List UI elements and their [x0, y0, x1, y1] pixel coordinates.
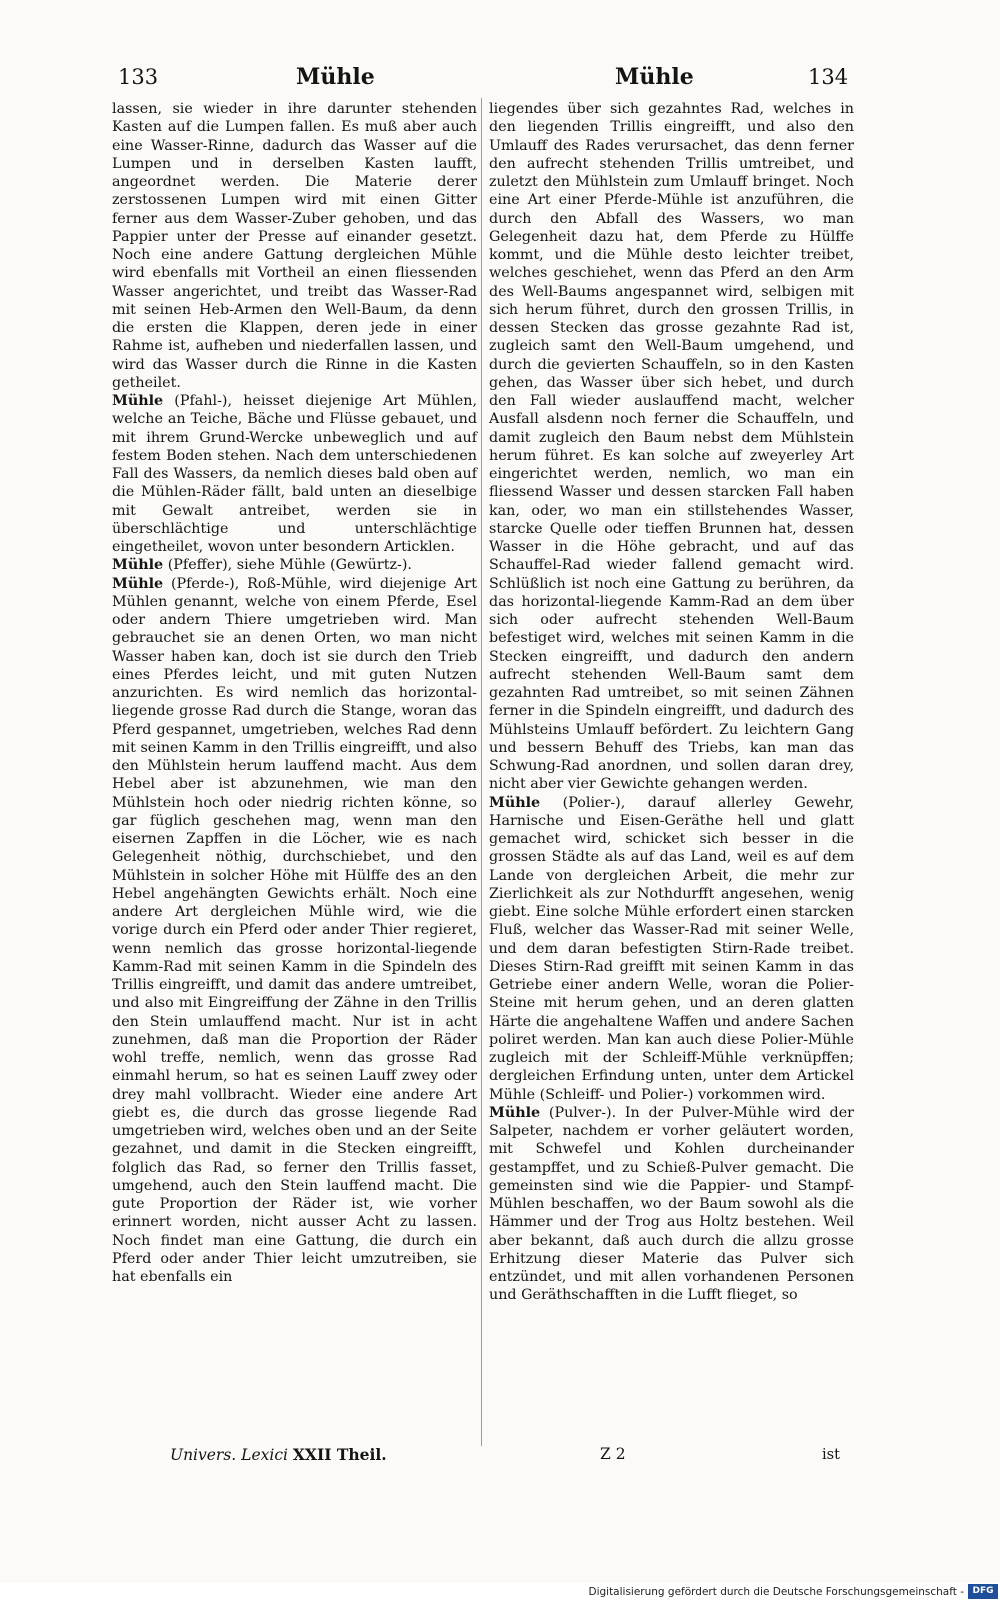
catchword: ist	[822, 1447, 840, 1463]
column-divider	[481, 98, 482, 1446]
right-column	[489, 100, 854, 1305]
entry-keyword: Mühle	[112, 393, 164, 409]
paragraph	[112, 100, 477, 392]
page-number-left: 133	[118, 65, 159, 89]
lexicon-entry	[112, 556, 477, 574]
lexicon-entry	[489, 1104, 854, 1305]
running-title-right: Mühle	[615, 64, 694, 90]
entry-keyword: Mühle	[112, 557, 164, 574]
page-footer	[0, 1445, 1000, 1475]
running-title-left: Mühle	[296, 64, 375, 90]
entry-text: (Pfeffer), siehe Mühle (Gewürtz-).	[163, 557, 412, 574]
paragraph-text: liegendes über sich gezahntes Rad, welches in den liegenden Trillis eingreifft, und also den Umlauff des Rades verursachet, das denn ferner den aufrecht stehenden Trillis umtreibet, und zuletzt den Mühlstein zum Umlauff bringet. Noch eine Art einer Pferde-Mühle ist anzuführen, die durch den Abfall des Wassers, wo man Gelegenheit dazu hat, dem Pferde zu Hülffe kommt, und die Mühle desto leichter treibet, welches geschiehet, wenn das Pferd an den Arm des Well-Baums angespannet wird, selbigen mit sich herum führet, durch den grossen Trillis, in dessen Stecken das grosse gezahnte Rad ist, zugleich samt den Well-Baum umgehend, und durch die gevierten Schauffeln, so in den Kasten gehen, das Wasser über sich hebet, und durch den Fall wieder auslauffend macht, welcher Ausfall alsdenn noch ferner die Schauffeln, und damit zugleich den Baum nebst dem Mühlstein herum führet. Es kan solche auf zweyerley Art eingerichtet werden, nemlich, wo man ein fliessend Wasser und dessen starcken Fall haben kan, oder, wo man ein stillstehendes Wasser, starcke Quelle oder tieffen Brunnen hat, dessen Wasser in die Höhe gebracht, und auf das Schauffel-Rad wieder fallend gemacht wird. Schlüßlich ist noch eine Gattung zu berühren, da das horizontal-liegende Kamm-Rad an dem über sich oder aufrecht stehenden Well-Baum befestiget wird, welches mit seinen Kamm in die Stecken eingreifft, und dadurch den andern aufrecht stehenden Well-Baum samt dem gezahnten Rad umtreibet, so mit seinen Zähnen ferner in die Spindeln eingreifft, und dadurch des Mühlsteins Umlauff befördert. Zu leichtern Gang und bessern Behuff des Triebs, kan man das Schwung-Rad anordnen, und sollen daran drey, nicht aber vier Gewichte gehangen werden.	[489, 101, 854, 793]
signature-volume: XXII Theil.	[292, 1445, 387, 1464]
entry-text: (Pulver-). In der Pulver-Mühle wird der Salpeter, nachdem er vorher geläutert worden, mit Schwefel und Kohlen durcheinander gestampffet, und zu Schieß-Pulver gemacht. Die gemeinsten sind wie die Pappier- und Stampf-Mühlen beschaffen, wo der Baum sowohl als die Hämmer und der Trog aus Holtz bestehen. Weil aber bekannt, daß auch durch die allzu grosse Erhitzung dieser Materie das Pulver sich entzündet, und mit allen vorhandenen Personen und Geräthschafften in die Lufft flieget, so	[489, 1104, 854, 1304]
lexicon-entry	[112, 392, 477, 556]
entry-keyword: Mühle	[489, 1104, 541, 1121]
credit-text: Digitalisierung gefördert durch die Deutsche Forschungsgemeinschaft -	[588, 1586, 964, 1598]
signature-title: Univers. Lexici	[170, 1446, 288, 1464]
running-header	[0, 62, 1000, 98]
entry-keyword: Mühle	[112, 575, 164, 592]
left-column	[112, 100, 477, 1286]
entry-keyword: Mühle	[489, 794, 541, 811]
page-number-right: 134	[808, 65, 849, 89]
sheet-mark: Z 2	[600, 1445, 626, 1463]
paragraph	[489, 100, 854, 794]
credit-bar	[0, 1583, 1000, 1601]
paragraph-text: lassen, sie wieder in ihre darunter stehenden Kasten auf die Lumpen fallen. Es muß aber auch eine Wasser-Rinne, dadurch das Wasser auf die Lumpen und in derselben Kasten laufft, angeordnet werden. Die Materie derer zerstossenen Lumpen wird mit einen Gitter ferner aus dem Wasser-Zuber gehoben, und das Pappier unter der Presse auf einander gesetzt. Noch eine andere Gattung dergleichen Mühle wird ebenfalls mit Vortheil an einen fliessenden Wasser angerichtet, und treibt das Wasser-Rad mit seinen Heb-Armen den Well-Baum, da denn die ersten die Klappen, deren jede in einer Rahme ist, aufheben und niederfallen lassen, und wird das Wasser durch die Rinne in die Kasten getheilet.	[112, 101, 477, 391]
entry-text: (Polier-), darauf allerley Gewehr, Harnische und Eisen-Geräthe hell und glatt gemachet wird, schicket sich besser in die grossen Städte als auf das Land, weil es auf dem Lande von dergleichen Arbeit, die mehr zur Zierlichkeit als zur Nothdurfft angesehen, wenig giebt. Eine solche Mühle erfordert einen starcken Fluß, welcher das Wasser-Rad mit seiner Welle, und dem daran befestigten Stirn-Rade treibet. Dieses Stirn-Rad greifft mit seinen Kamm in das Getriebe einer andern Welle, woran die Polier-Steine mit herum gehen, und an deren glatten Härte die angehaltene Waffen und andere Sachen poliret werden. Man kan auch diese Polier-Mühle zugleich mit der Schleiff-Mühle verknüpffen; dergleichen Erfindung unten, unter dem Artickel Mühle (Schleiff- und Polier-) vorkommen wird.	[489, 794, 854, 1103]
entry-text: (Pferde-), Roß-Mühle, wird diejenige Art Mühlen genannt, welche von einem Pferde, Esel oder andern Thiere umgetrieben wird. Man gebrauchet sie an denen Orten, wo man nicht Wasser haben kan, doch ist sie durch den Trieb eines Pferdes leicht, und mit guten Nutzen anzurichten. Es wird nemlich das horizontal-liegende grosse Rad durch die Stange, woran das Pferd gespannet, umgetrieben, welches Rad denn mit seinen Kamm in den Trillis eingreifft, und also den Mühlstein herum lauffend macht. Aus dem Hebel aber ist abzunehmen, wie man den Mühlstein hoch oder niedrig richten könne, so gar füglich geschehen mag, wenn man den eisernen Zapffen in die Löcher, wie es nach Gelegenheit nöthig, durchschiebet, und den Mühlstein in solcher Höhe mit Hülffe des an den Hebel angehängten Gewichts erhält. Noch eine andere Art dergleichen Mühle wird, wie die vorige durch ein Pferd oder ander Thier regieret, wenn nemlich das grosse horizontal-liegende Kamm-Rad mit seinen Kamm in die Spindeln des Trillis eingreifft, und damit das andere umtreibet, und also mit Eingreiffung der Zähne in den Trillis den Stein umlauffend macht. Nur ist in acht zunehmen, daß man die Proportion der Räder wohl treffe, nemlich, wenn das grosse Rad einmahl herum, so hat es seinen Lauff zwey oder drey mahl vollbracht. Wieder eine andere Art giebt es, die durch das grosse liegende Rad umgetrieben wird, welches oben und an der Seite gezahnet, und damit in die Stecken eingreifft, folglich das Rad, so ferner den Trillis fasset, umgehend, auch den Stein lauffend macht. Die gute Proportion der Räder ist, wie vorher erinnert worden, nicht ausser Acht zu lassen. Noch findet man eine Gattung, die durch ein Pferd oder ander Thier leicht umzutreiben, sie hat ebenfalls ein	[112, 575, 477, 1285]
lexicon-entry	[112, 575, 477, 1287]
volume-signature	[170, 1445, 387, 1464]
entry-text: (Pfahl-), heisset diejenige Art Mühlen, welche an Teiche, Bäche und Flüsse gebauet, und mit ihrem Grund-Wercke unbeweglich und auf festem Boden stehen. Nach dem unterschiedenen Fall des Wassers, da nemlich dieses bald oben auf die Mühlen-Räder fällt, bald unten an dieselbige mit Gewalt antreibet, werden sie in überschlächtige und unterschlächtige eingetheilet, wovon unter besondern Articklen.	[112, 393, 477, 555]
lexicon-entry	[489, 794, 854, 1104]
dfg-logo-icon: DFG	[968, 1584, 998, 1599]
